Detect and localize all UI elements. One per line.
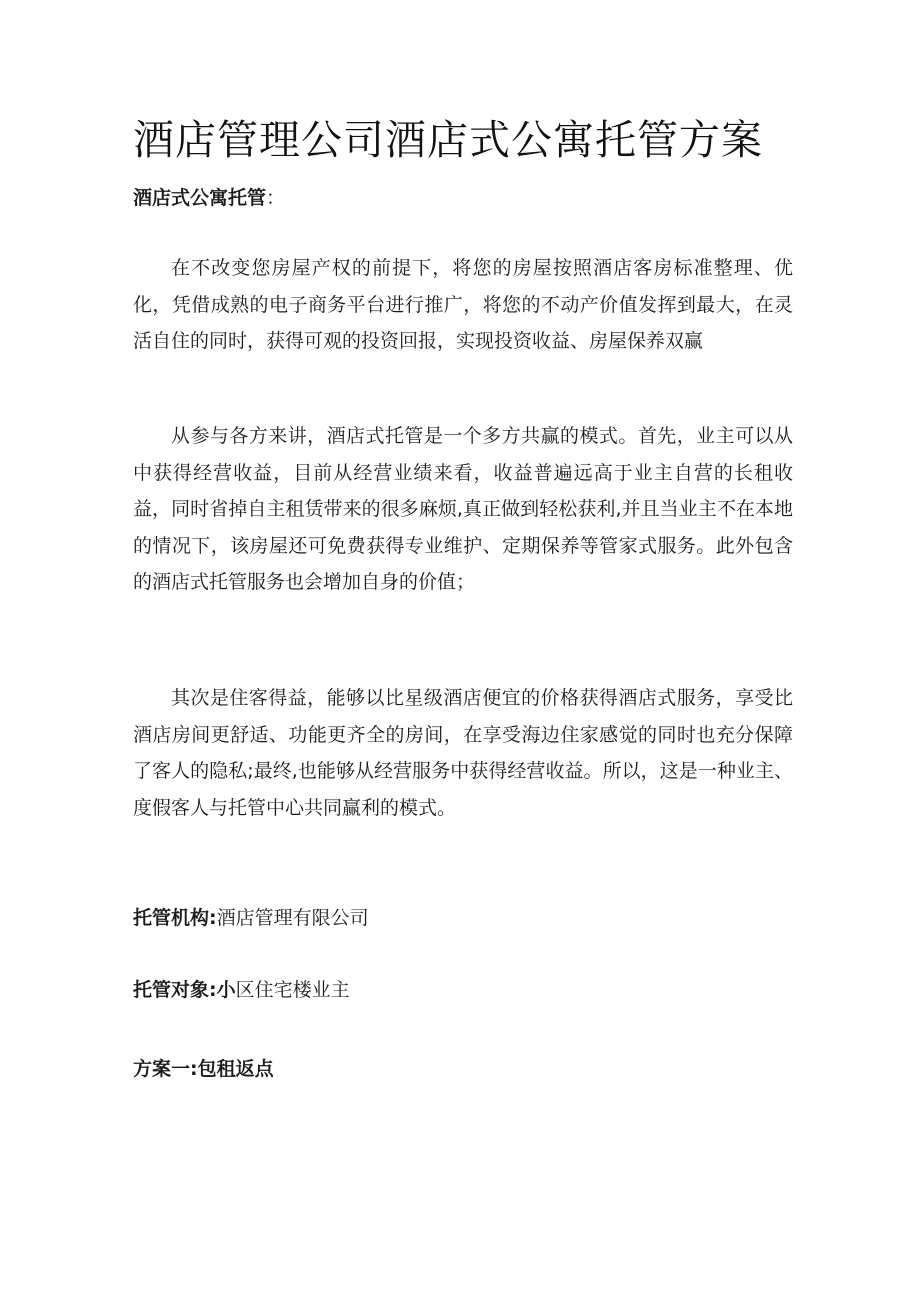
paragraph-owner-benefits: 从参与各方来讲，酒店式托管是一个多方共赢的模式。首先，业主可以从中获得经营收益，目前从经营业绩来看，收益普遍远高于业主自营的长租收益，同时省掉自主租赁带来的很多麻烦,真正做到轻松获利,并且当业主不在本地的情况下，该房屋还可免费获得专业维护、定期保养等管家式服务。此外包含的酒店式托管服务也会增加自身的价值； <box>133 425 793 593</box>
document-title: 酒店管理公司酒店式公寓托管方案 <box>133 116 763 164</box>
plan-one-heading: 方案一:包租返点 <box>133 1058 274 1080</box>
agency-label: 托管机构: <box>133 907 217 929</box>
agency-value: 酒店管理有限公司 <box>216 907 369 929</box>
section-heading <box>133 184 285 212</box>
target-label: 托管对象:小 <box>133 979 236 1001</box>
section-heading-colon: ： <box>266 187 286 209</box>
target-line <box>133 976 350 1004</box>
agency-line <box>133 904 369 932</box>
target-value: 区住宅楼业主 <box>235 979 350 1001</box>
section-heading-label: 酒店式公寓托管 <box>133 187 267 209</box>
paragraph-guest-benefits: 其次是住客得益，能够以比星级酒店便宜的价格获得酒店式服务，享受比酒店房间更舒适、功能更齐全的房间，在享受海边住家感觉的同时也充分保障了客人的隐私;最终,也能够从经营服务中获得经营收益。所以，这是一种业主、度假客人与托管中心共同赢利的模式。 <box>133 687 793 819</box>
paragraph-intro: 在不改变您房屋产权的前提下，将您的房屋按照酒店客房标准整理、优化，凭借成熟的电子商务平台进行推广，将您的不动产价值发挥到最大，在灵活自住的同时，获得可观的投资回报，实现投资收益、房屋保养双赢 <box>133 257 793 352</box>
